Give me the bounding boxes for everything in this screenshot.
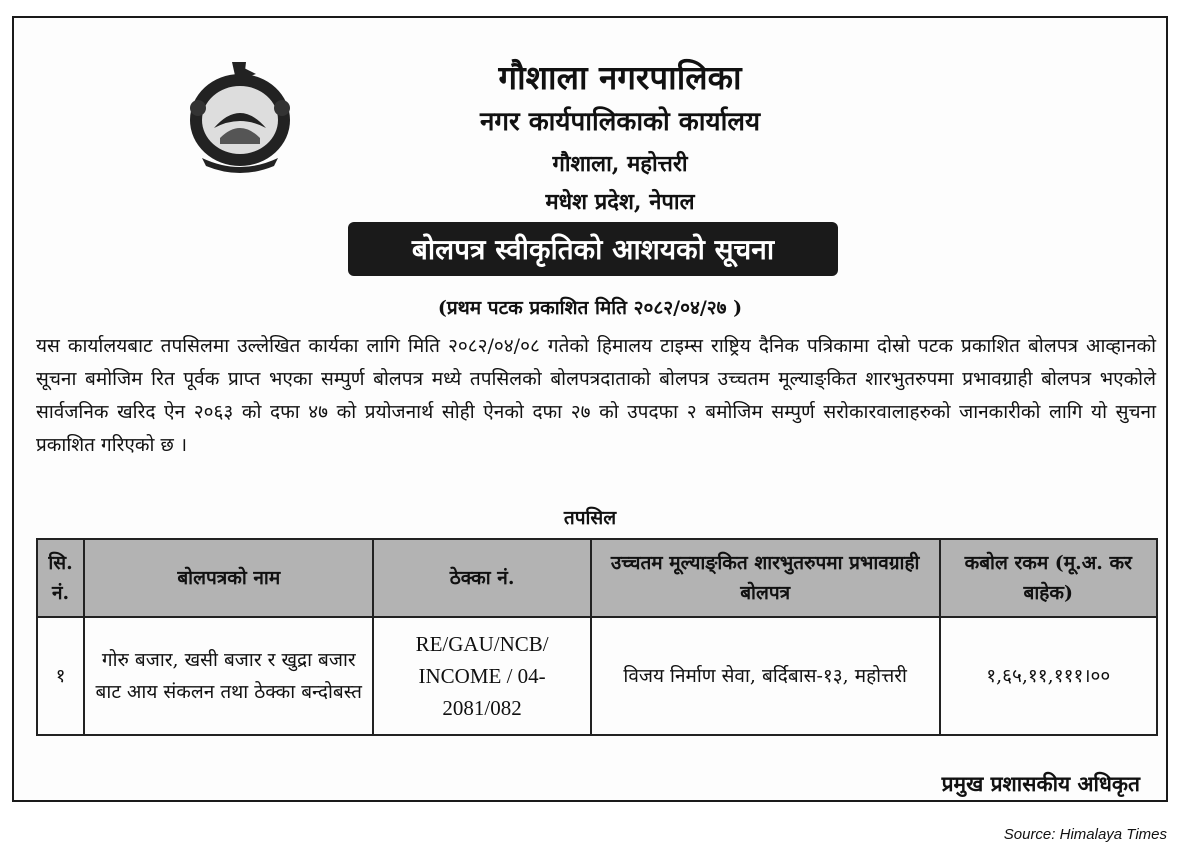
details-heading: तपसिल [563, 507, 617, 529]
col-contract-no: ठेक्का नं. [373, 539, 590, 617]
col-sn: सि. नं. [37, 539, 84, 617]
notice-frame [12, 16, 1168, 802]
col-bid-name: बोलपत्रको नाम [84, 539, 373, 617]
cell-amount: १,६५,११,१११।०० [940, 617, 1157, 735]
cell-bid-name: गोरु बजार, खसी बजार र खुद्रा बजार बाट आय संकलन तथा ठेक्का बन्दोबस्त [84, 617, 373, 735]
col-amount: कबोल रकम (मू.अ. कर बाहेक) [940, 539, 1157, 617]
cell-sn: १ [37, 617, 84, 735]
col-bidder: उच्चतम मूल्याङ्‌कित शारभुतरुपमा प्रभावग्राही बोलपत्र [591, 539, 940, 617]
office-location: गौशाला, महोत्तरी [552, 151, 688, 177]
cell-contract-no: RE/GAU/NCB/ INCOME / 04-2081/082 [373, 617, 590, 735]
notice-body: यस कार्यालयबाट तपसिलमा उल्लेखित कार्यका लागि मिति २०८२/०४/०८ गतेको हिमालय टाइम्स राष्ट्रिय दैनिक पत्रिकामा दोस्रो पटक प्रकाशित बोलपत्र आव्हानको सूचना बमोजिम रित पूर्वक प्राप्त भएका सम्पुर्ण बोलपत्र मध्ये तपसिलको बोलपत्रदाताको बोलपत्र उच्चतम मूल्याङ्‌कित शारभुतरुपमा प्रभावग्राही बोलपत्र भएकोले सार्वजनिक खरिद ऐन २०६३ को दफा ४७ को प्रयोजनार्थ सोही ऐनको दफा २७ को उपदफा २ बमोजिम सम्पुर्ण सरोकारवालाहरुको जानकारीको लागि यो सुचना प्रकाशित गरिएको छ । [36, 335, 1156, 456]
province-country: मधेश प्रदेश, नेपाल [545, 189, 695, 215]
source-credit: Source: Himalaya Times [1003, 826, 1167, 843]
municipality-name: गौशाला नगरपालिका [498, 58, 742, 97]
first-published-date: (प्रथम पटक प्रकाशित मिति २०८२/०४/२७ ) [437, 297, 743, 319]
notice-title: बोलपत्र स्वीकृतिको आशयको सूचना [348, 222, 838, 276]
table-row [37, 617, 1157, 735]
cell-bidder: विजय निर्माण सेवा, बर्दिबास-१३, महोत्तरी [591, 617, 940, 735]
details-table [36, 538, 1158, 736]
office-name: नगर कार्यपालिकाको कार्यालय [479, 107, 761, 137]
signatory-title: प्रमुख प्रशासकीय अधिकृत [941, 771, 1140, 796]
table-header-row [37, 539, 1157, 617]
